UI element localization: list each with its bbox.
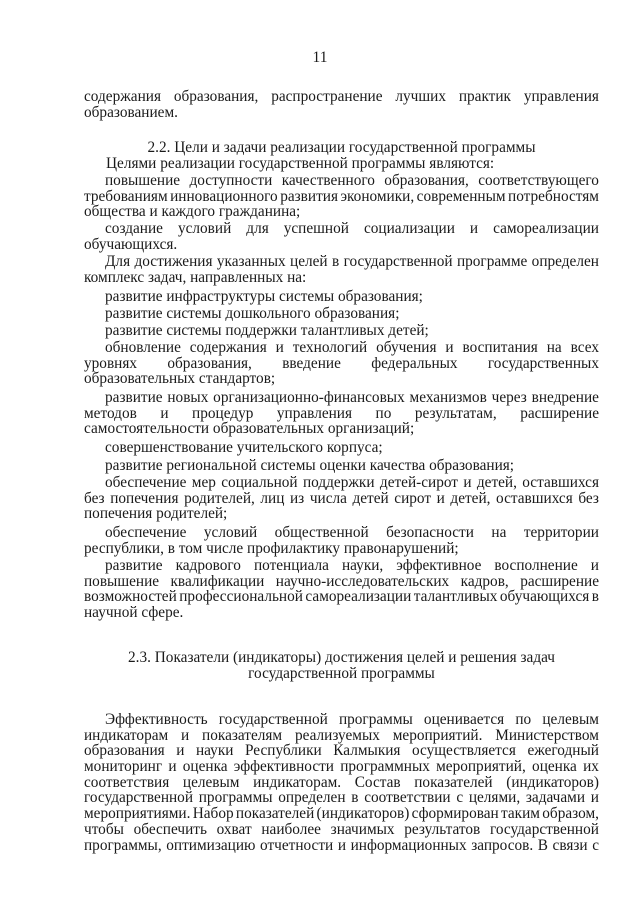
text-line: Целями реализации государственной программы являются: [106,155,495,172]
text-line: возможностей профессиональной самореализации талантливых обучающихся в [84,588,599,606]
text-line: образованием. [84,103,178,121]
task-item-9 [84,525,599,556]
text-line: программы, оптимизацию отчетности и информационных запросов. В связи с [84,836,599,854]
text-line: развитие системы поддержки талантливых детей; [105,322,429,339]
paragraph-effectiveness [84,712,599,853]
text-line: обучающихся. [84,235,178,253]
text-line: методов и процедур управления по результатам, расширение [84,404,599,422]
text-line: развитие инфраструктуры системы образования; [105,288,423,305]
text-line: содержания образования, распространение лучших практик управления [84,88,599,105]
text-line: создание условий для успешной социализации и самореализации [105,220,599,237]
text-line: без попечения родителей, лиц из числа детей сирот и детей, оставшихся без [84,489,599,507]
text-line: требованиям инновационного развития экономики, современным потребностям [84,187,599,205]
text-line: Эффективность государственной программы оценивается по целевым [105,711,599,728]
text-line: развитие системы дошкольного образования; [105,305,400,322]
tasks-intro [84,254,599,285]
text-line: попечения родителей; [84,505,228,523]
text-line: повышение доступности качественного образования, соответствующего [105,172,599,189]
text-line: обеспечение условий общественной безопасности на территории [105,524,599,541]
text-line: совершенствование учительского корпуса; [105,439,383,456]
task-item-1 [84,289,599,305]
text-line: соответствия целевым индикаторам. Состав показателей (индикаторов) [84,773,599,791]
text-line: обновление содержания и технологий обучения и воспитания на всех [105,339,599,356]
task-item-8 [84,475,599,522]
task-item-5 [84,390,599,437]
text-line: чтобы обеспечить охват наиболее значимых результатов государственной [84,820,599,838]
text-line: образования и науки Республики Калмыкия осуществляется ежегодный [84,742,599,760]
text-line: комплекс задач, направленных на: [84,268,307,286]
text-line: Для достижения указанных целей в государственной программе определен [105,253,599,270]
goal-item-1 [84,173,599,220]
task-item-7 [84,458,599,474]
text-line: повышение квалификации научно-исследовательских кадров, расширение [84,572,599,590]
text-line: мероприятиями. Набор показателей (индикаторов) сформирован таким образом, [84,805,599,823]
text-line: мониторинг и оценка эффективности программных мероприятий, оценка их [84,758,599,776]
text-line: обеспечение мер социальной поддержки детей-сирот и детей, оставшихся [105,474,599,491]
task-item-10 [84,558,599,621]
text-line: развитие новых организационно-финансовых механизмов через внедрение [105,389,599,406]
task-item-4 [84,340,599,387]
page-number: 11 [312,49,328,66]
text-line: развитие региональной системы оценки качества образования; [105,457,515,474]
goals-intro [84,156,599,172]
text-line: развитие кадрового потенциала науки, эффективное восполнение и [105,557,599,574]
task-item-6 [84,440,599,456]
paragraph-continuation [84,89,599,120]
section-heading-2-2: 2.2. Цели и задачи реализации государственной программы [147,139,536,156]
text-line: 2.3. Показатели (индикаторы) достижения целей и решения задач [127,649,556,666]
goal-item-2 [84,221,599,252]
task-item-3 [84,323,599,339]
text-line: самостоятельности образовательных организаций; [84,420,415,438]
text-line: республики, в том числе профилактику правонарушений; [84,539,459,557]
text-line: образовательных стандартов; [84,370,276,388]
text-line: общества и каждого гражданина; [84,203,301,221]
text-line: государственной программы определен в соответствии с целями, задачами и [84,789,599,807]
text-line: государственной программы [248,664,435,682]
text-line: уровнях образования, введение федеральных государственных [84,354,599,372]
section-heading-2-3 [84,650,599,681]
task-item-2 [84,306,599,322]
text-line: индикаторам и показателям реализуемых мероприятий. Министерством [84,726,599,744]
text-line: научной сфере. [84,604,184,622]
